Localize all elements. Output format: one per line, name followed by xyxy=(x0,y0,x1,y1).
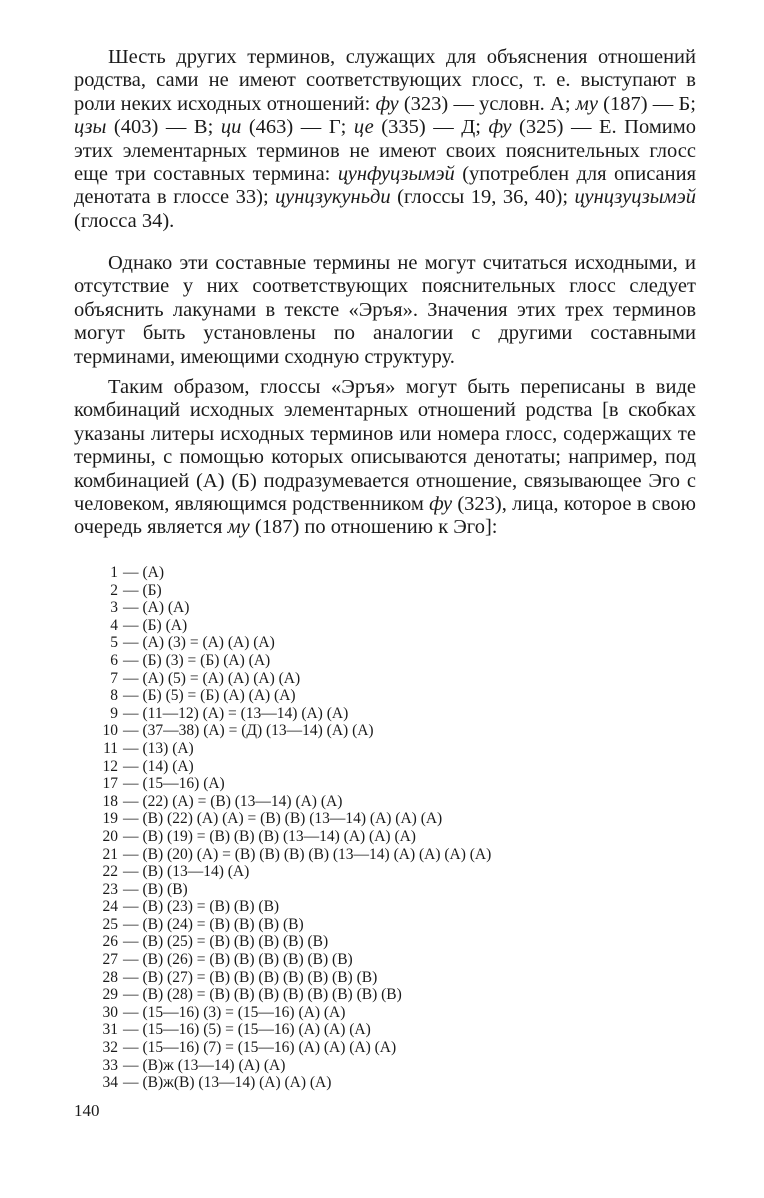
gloss-formula: (14) (А) xyxy=(142,757,194,775)
gloss-formula-row xyxy=(90,670,710,688)
gloss-formula: (В) (19) = (В) (В) (В) (13—14) (А) (А) (А) xyxy=(142,827,416,845)
gloss-number: 21 xyxy=(102,845,118,863)
gloss-dash: — xyxy=(123,810,139,828)
gloss-formula: (А) (5) = (А) (А) (А) (А) xyxy=(142,669,301,687)
gloss-formula: (Б) (А) xyxy=(142,616,188,634)
gloss-formula: (В) (20) (А) = (В) (В) (В) (В) (13—14) (А) (А) (А) (А) xyxy=(142,845,492,863)
term-mu: му xyxy=(575,92,598,115)
term-mu-2: му xyxy=(227,516,250,539)
gloss-formula-row xyxy=(90,1074,710,1092)
gloss-dash: — xyxy=(123,986,139,1004)
gloss-formula: (11—12) (А) = (13—14) (А) (А) xyxy=(142,704,349,722)
gloss-number: 5 xyxy=(110,634,118,652)
gloss-formula: (22) (А) = (В) (13—14) (А) (А) xyxy=(142,792,343,810)
gloss-number: 33 xyxy=(102,1056,118,1074)
gloss-formula-row xyxy=(90,1004,710,1022)
gloss-number: 34 xyxy=(102,1074,118,1092)
gloss-dash: — xyxy=(123,722,139,740)
gloss-number: 25 xyxy=(102,915,118,933)
gloss-formula-row xyxy=(90,1021,710,1039)
gloss-formula-row xyxy=(90,599,710,617)
gloss-formula-row xyxy=(90,722,710,740)
gloss-formula-row xyxy=(90,634,710,652)
gloss-dash: — xyxy=(123,1021,139,1039)
gloss-formula: (15—16) (7) = (15—16) (А) (А) (А) (А) xyxy=(142,1039,397,1057)
gloss-formula: (В) (28) = (В) (В) (В) (В) (В) (В) (В) (В) xyxy=(142,986,402,1004)
gloss-dash: — xyxy=(123,564,139,581)
gloss-formula: (В) (26) = (В) (В) (В) (В) (В) (В) xyxy=(142,951,353,969)
gloss-formula-row xyxy=(90,969,710,987)
gloss-number: 2 xyxy=(110,581,118,599)
gloss-formula: (В)ж (13—14) (А) (А) xyxy=(142,1056,286,1074)
gloss-number: 28 xyxy=(102,968,118,986)
gloss-dash: — xyxy=(123,704,139,722)
gloss-number: 10 xyxy=(102,722,118,740)
gloss-formula-row xyxy=(90,1039,710,1057)
gloss-formula-row xyxy=(90,687,710,705)
gloss-dash: — xyxy=(123,599,139,617)
gloss-number: 8 xyxy=(110,687,118,705)
gloss-formula: (А) (3) = (А) (А) (А) xyxy=(142,634,275,652)
gloss-formula: (15—16) (5) = (15—16) (А) (А) (А) xyxy=(142,1021,371,1039)
gloss-formula: (А) xyxy=(142,564,165,581)
gloss-dash: — xyxy=(123,968,139,986)
gloss-dash: — xyxy=(123,739,139,757)
gloss-dash: — xyxy=(123,775,139,793)
gloss-dash: — xyxy=(123,898,139,916)
gloss-dash: — xyxy=(123,581,139,599)
gloss-formula-row xyxy=(90,758,710,776)
gloss-dash: — xyxy=(123,616,139,634)
gloss-number: 32 xyxy=(102,1039,118,1057)
gloss-formula: (В) (23) = (В) (В) (В) xyxy=(142,898,280,916)
term-cunczuczymei: цунцзуцзымэй xyxy=(574,186,697,209)
gloss-dash: — xyxy=(123,1074,139,1092)
gloss-number: 26 xyxy=(102,933,118,951)
gloss-number: 19 xyxy=(102,810,118,828)
paragraph-2: Однако эти составные термины не могут считаться исходными, и отсутствие у них соответствующих пояснительных глосс следует объяснить лакунами в тексте «Эръя». Значения этих трех терминов могут быть установлены по аналогии с другими составными терминами, имеющими сходную структуру. xyxy=(74,252,696,368)
term-fu-2: фу xyxy=(488,116,512,139)
gloss-dash: — xyxy=(123,880,139,898)
gloss-formula-list xyxy=(90,564,710,1092)
gloss-number: 24 xyxy=(102,898,118,916)
gloss-number: 17 xyxy=(102,775,118,793)
gloss-dash: — xyxy=(123,792,139,810)
gloss-formula-row xyxy=(90,828,710,846)
gloss-number: 29 xyxy=(102,986,118,1004)
gloss-number: 3 xyxy=(110,599,118,617)
gloss-formula: (В) (13—14) (А) xyxy=(142,863,250,881)
gloss-formula: (13) (А) xyxy=(142,739,194,757)
gloss-dash: — xyxy=(123,827,139,845)
gloss-formula-row xyxy=(90,951,710,969)
gloss-formula-row xyxy=(90,986,710,1004)
gloss-formula: (В) (25) = (В) (В) (В) (В) (В) xyxy=(142,933,329,951)
gloss-formula-row xyxy=(90,1057,710,1075)
term-cunfuczymei: цунфуцзымэй xyxy=(337,163,455,186)
gloss-number: 23 xyxy=(102,880,118,898)
gloss-dash: — xyxy=(123,669,139,687)
term-ce: це xyxy=(353,116,374,139)
gloss-number: 27 xyxy=(102,951,118,969)
gloss-number: 7 xyxy=(110,669,118,687)
term-cunczukundi: цунцзукуньди xyxy=(275,186,391,209)
term-czy: цзы xyxy=(74,116,107,139)
paragraph-1: Шесть других терминов, служащих для объяснения отношений родства, сами не имеют соответствующих глосс, т. е. выступают в роли неких исходных отношений: фу (323) — условн. А; му (187) — Б; цзы (403) — В; ци (463) — Г; це (335) — Д; фу (325) — Е. Помимо этих элементарных терминов не имеют своих пояснительных глосс еще три составных термина: цунфуцзымэй (употреблен для описания денотата в глоссе 33); цунцзукуньди (глоссы 19, 36, 40); цунцзуцзымэй (глосса 34). xyxy=(74,46,697,232)
paragraph-3: Таким образом, глоссы «Эръя» могут быть переписаны в виде комбинаций исходных элементарных отношений родства [в скобках указаны литеры исходных терминов или номера глосс, содержащих те термины, с помощью которых описываются денотаты; например, под комбинацией (А) (Б) подразумевается отношение, связывающее Эго с человеком, являющимся родственником фу (323), лица, которое в свою очередь является му (187) по отношению к Эго]: xyxy=(74,376,696,539)
gloss-number: 20 xyxy=(102,827,118,845)
gloss-number: 9 xyxy=(110,704,118,722)
gloss-dash: — xyxy=(123,757,139,775)
gloss-formula: (В)ж(В) (13—14) (А) (А) (А) xyxy=(142,1074,332,1092)
gloss-number: 18 xyxy=(102,792,118,810)
gloss-formula-row xyxy=(90,881,710,899)
gloss-formula-row xyxy=(90,793,710,811)
gloss-dash: — xyxy=(123,915,139,933)
gloss-formula-row xyxy=(90,810,710,828)
term-ci: ци xyxy=(220,116,242,139)
gloss-formula: (А) (А) xyxy=(142,599,190,617)
gloss-dash: — xyxy=(123,845,139,863)
gloss-formula: (В) (24) = (В) (В) (В) (В) xyxy=(142,915,304,933)
gloss-formula-row xyxy=(90,916,710,934)
gloss-number: 12 xyxy=(102,757,118,775)
gloss-number: 6 xyxy=(110,651,118,669)
gloss-dash: — xyxy=(123,1003,139,1021)
term-fu-3: фу xyxy=(429,493,453,516)
gloss-dash: — xyxy=(123,687,139,705)
gloss-formula: (Б) (3) = (Б) (А) (А) xyxy=(142,651,271,669)
gloss-dash: — xyxy=(123,863,139,881)
gloss-formula: (37—38) (А) = (Д) (13—14) (А) (А) xyxy=(142,722,374,740)
gloss-formula-row xyxy=(90,582,710,600)
gloss-formula-row xyxy=(90,775,710,793)
gloss-formula-row xyxy=(90,863,710,881)
gloss-formula: (15—16) (А) xyxy=(142,775,225,793)
gloss-dash: — xyxy=(123,651,139,669)
gloss-number: 11 xyxy=(103,739,118,757)
gloss-formula-row xyxy=(90,898,710,916)
gloss-formula-row xyxy=(90,705,710,723)
gloss-formula-row xyxy=(90,933,710,951)
gloss-number: 1 xyxy=(110,564,118,581)
gloss-formula-row xyxy=(90,617,710,635)
gloss-formula-row xyxy=(90,652,710,670)
gloss-dash: — xyxy=(123,1056,139,1074)
gloss-dash: — xyxy=(123,634,139,652)
gloss-dash: — xyxy=(123,1039,139,1057)
gloss-formula-row xyxy=(90,846,710,864)
page-number: 140 xyxy=(74,1101,100,1120)
gloss-dash: — xyxy=(123,933,139,951)
term-fu: фу xyxy=(375,92,399,115)
gloss-formula: (В) (27) = (В) (В) (В) (В) (В) (В) (В) xyxy=(142,968,378,986)
gloss-formula: (В) (В) xyxy=(142,880,188,898)
gloss-formula: (В) (22) (А) (А) = (В) (В) (13—14) (А) (А) (А) xyxy=(142,810,443,828)
gloss-number: 4 xyxy=(110,616,118,634)
gloss-formula-row xyxy=(90,564,710,582)
gloss-number: 31 xyxy=(102,1021,118,1039)
gloss-formula: (15—16) (3) = (15—16) (А) (А) xyxy=(142,1003,346,1021)
gloss-number: 22 xyxy=(102,863,118,881)
gloss-formula: (Б) (5) = (Б) (А) (А) (А) xyxy=(142,687,296,705)
gloss-number: 30 xyxy=(102,1003,118,1021)
gloss-formula-row xyxy=(90,740,710,758)
gloss-formula: (Б) xyxy=(142,581,162,599)
gloss-dash: — xyxy=(123,951,139,969)
